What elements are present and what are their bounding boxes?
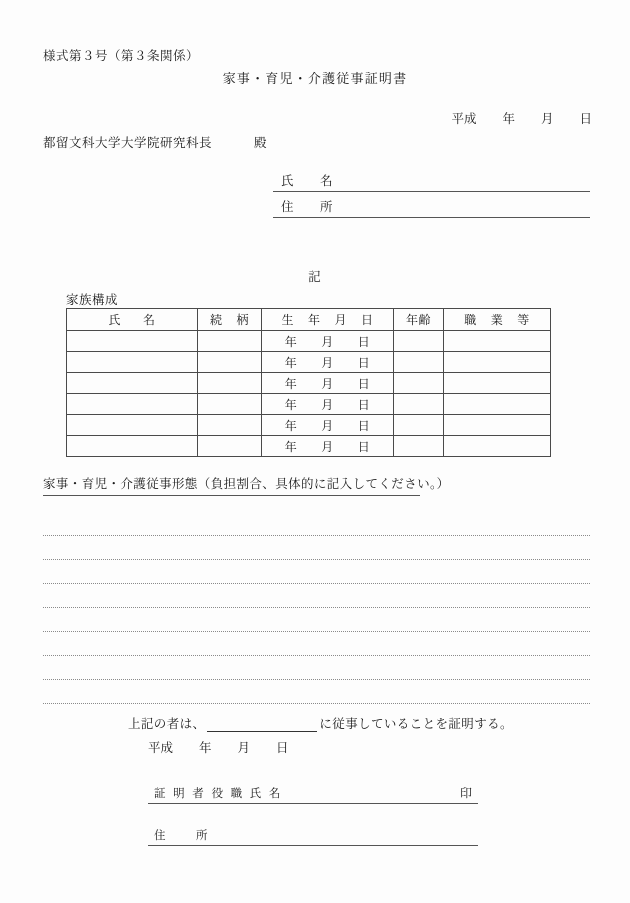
cell-age[interactable] (394, 394, 444, 415)
cell-occupation[interactable] (444, 415, 551, 436)
date-line-bottom (148, 738, 289, 756)
ki-marker: 記 (308, 269, 322, 284)
cell-relation[interactable] (198, 394, 262, 415)
cell-birth-month: 月 (321, 376, 334, 391)
certification-text-after: に従事していることを証明する。 (319, 716, 513, 731)
work-section-heading: 家事・育児・介護従事形態（負担割合、具体的に記入してください。） (43, 474, 420, 496)
cell-age[interactable] (394, 373, 444, 394)
date-line-top (0, 109, 592, 127)
cell-birth-year: 年 (284, 439, 298, 454)
writing-line[interactable] (43, 584, 590, 608)
certification-text-before: 上記の者は、 (128, 716, 206, 731)
date-month-unit: 月 (540, 111, 554, 126)
cell-birth-day: 日 (357, 355, 371, 370)
signature-fields (148, 778, 478, 862)
date-year-unit: 年 (502, 111, 515, 126)
cell-birth-day: 日 (357, 397, 371, 412)
seal-mark: 印 (459, 786, 472, 800)
cell-birthdate[interactable] (262, 331, 394, 352)
applicant-address-label: 住 所 (281, 199, 334, 214)
cell-birth-day: 日 (357, 418, 371, 433)
certification-statement (128, 714, 513, 732)
applicant-fields (273, 166, 590, 218)
cell-occupation[interactable] (444, 394, 551, 415)
cell-birth-day: 日 (357, 376, 371, 391)
table-row[interactable] (67, 394, 551, 415)
cell-birthdate[interactable] (262, 352, 394, 373)
cell-occupation[interactable] (444, 436, 551, 457)
cell-birth-year: 年 (284, 397, 298, 412)
column-header-birthdate: 生 年 月 日 (262, 309, 394, 331)
cell-birth-day: 日 (357, 334, 371, 349)
cell-birth-month: 月 (321, 397, 334, 412)
column-header-occupation: 職 業 等 (444, 309, 551, 331)
column-header-age: 年齢 (394, 309, 444, 331)
form-number: 様式第３号（第３条関係） (43, 48, 200, 63)
cell-birth-month: 月 (321, 355, 334, 370)
cell-relation[interactable] (198, 373, 262, 394)
cell-birth-year: 年 (284, 418, 298, 433)
writing-line[interactable] (43, 608, 590, 632)
cell-birth-month: 月 (321, 334, 334, 349)
document-title: 家事・育児・介護従事証明書 (222, 72, 408, 87)
cell-birthdate[interactable] (262, 373, 394, 394)
family-section-label: 家族構成 (66, 292, 119, 307)
cell-occupation[interactable] (444, 331, 551, 352)
certifier-address-label: 住 所 (154, 828, 208, 842)
cell-birthdate[interactable] (262, 415, 394, 436)
certification-blank-input[interactable] (207, 718, 317, 732)
cell-relation[interactable] (198, 415, 262, 436)
cell-birth-year: 年 (284, 376, 298, 391)
cell-age[interactable] (394, 415, 444, 436)
table-row[interactable] (67, 373, 551, 394)
cell-name[interactable] (67, 331, 198, 352)
cell-birthdate[interactable] (262, 394, 394, 415)
applicant-address-row[interactable] (273, 192, 590, 218)
writing-line[interactable] (43, 512, 590, 536)
addressee-name: 都留文科大学大学院研究科長 (43, 135, 213, 150)
certifier-address-row[interactable] (148, 820, 478, 846)
cell-birth-day: 日 (357, 439, 371, 454)
cell-name[interactable] (67, 352, 198, 373)
cell-occupation[interactable] (444, 352, 551, 373)
work-description-lines[interactable] (43, 512, 590, 704)
certifier-title-name-label: 証 明 者 役 職 氏 名 (154, 786, 283, 800)
applicant-name-row[interactable] (273, 166, 590, 192)
cell-birth-year: 年 (284, 355, 298, 370)
cell-birth-month: 月 (321, 418, 334, 433)
cell-age[interactable] (394, 352, 444, 373)
cell-relation[interactable] (198, 436, 262, 457)
cell-birth-year: 年 (284, 334, 298, 349)
cert-date-day-unit: 日 (276, 740, 289, 755)
family-composition-table (66, 308, 551, 457)
date-day-unit: 日 (579, 111, 592, 126)
column-header-name: 氏 名 (67, 309, 198, 331)
cell-age[interactable] (394, 436, 444, 457)
cert-date-month-unit: 月 (237, 740, 251, 755)
table-row[interactable] (67, 436, 551, 457)
table-row[interactable] (67, 331, 551, 352)
certifier-title-name-row[interactable] (148, 778, 478, 804)
cell-relation[interactable] (198, 331, 262, 352)
table-row[interactable] (67, 352, 551, 373)
table-header-row (67, 309, 551, 331)
cell-name[interactable] (67, 436, 198, 457)
writing-line[interactable] (43, 560, 590, 584)
cell-relation[interactable] (198, 352, 262, 373)
applicant-name-label: 氏 名 (281, 173, 334, 188)
cell-birthdate[interactable] (262, 436, 394, 457)
cell-birth-month: 月 (321, 439, 334, 454)
cell-name[interactable] (67, 394, 198, 415)
writing-line[interactable] (43, 680, 590, 704)
table-row[interactable] (67, 415, 551, 436)
writing-line[interactable] (43, 656, 590, 680)
writing-line[interactable] (43, 632, 590, 656)
writing-line[interactable] (43, 536, 590, 560)
cell-name[interactable] (67, 373, 198, 394)
cell-age[interactable] (394, 331, 444, 352)
addressee-honorific: 殿 (254, 135, 268, 150)
cell-occupation[interactable] (444, 373, 551, 394)
cert-date-year-unit: 年 (199, 740, 212, 755)
addressee (43, 133, 267, 151)
cell-name[interactable] (67, 415, 198, 436)
column-header-relation: 続 柄 (198, 309, 262, 331)
cert-date-era: 平成 (148, 740, 174, 755)
date-era: 平成 (451, 111, 477, 126)
